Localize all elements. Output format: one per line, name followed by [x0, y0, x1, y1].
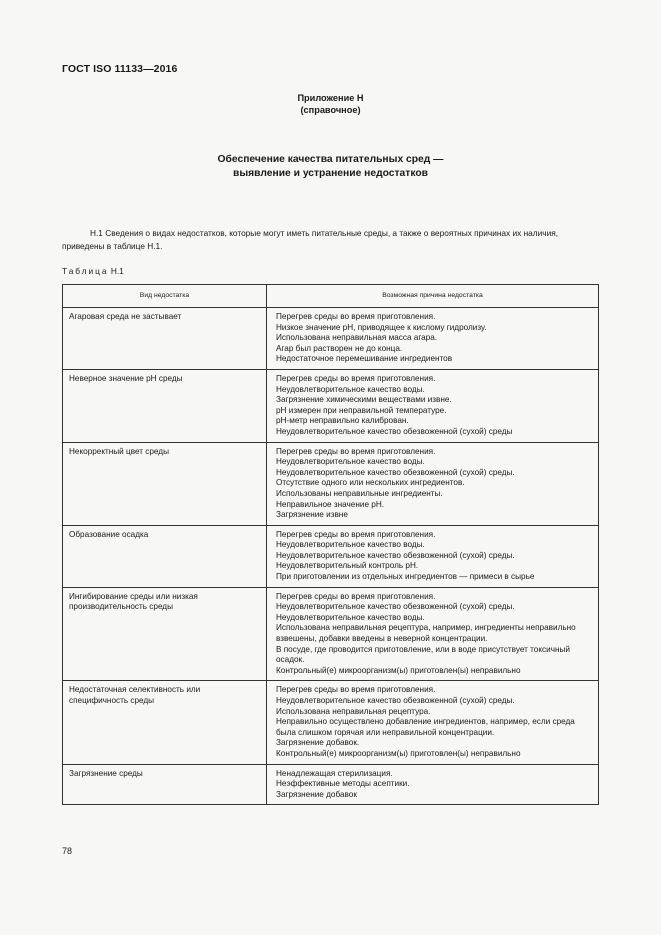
cause-line: Агар был растворен не до конца. — [276, 343, 403, 353]
annex-type: (справочное) — [300, 105, 361, 115]
defect-text: Недостаточная селективность или специфичность среды — [69, 685, 201, 705]
cause-line: Неудовлетворительный контроль рН. — [276, 561, 419, 571]
cause-line: Неудовлетворительное качество воды. — [276, 384, 425, 394]
cause-line: Неудовлетворительное качество воды. — [276, 457, 425, 467]
page-number: 78 — [62, 846, 73, 856]
defect-cell — [63, 764, 267, 805]
defect-text: Образование осадка — [69, 529, 149, 539]
defect-text: Загрязнение среды — [69, 768, 143, 778]
cause-cell — [267, 369, 599, 442]
cause-line: Перегрев среды во время приготовления. — [276, 685, 436, 695]
table-row — [63, 369, 599, 442]
cause-line: рН-метр неправильно калиброван. — [276, 416, 409, 426]
header-possible-cause: Возможная причина недостатка — [267, 285, 599, 308]
table-caption-number: Н.1 — [110, 266, 124, 276]
cause-line: Неудовлетворительное качество воды. — [276, 612, 425, 622]
cause-line: В посуде, где проводится приготовление, или в воде присутствует токсичный осадок. — [276, 644, 570, 665]
defect-cell — [63, 681, 267, 764]
intro-paragraph — [62, 227, 600, 253]
table-header-row — [63, 285, 599, 308]
defect-cell — [63, 369, 267, 442]
cause-cell — [267, 587, 599, 681]
cause-line: Загрязнение извне — [276, 510, 348, 520]
defect-text: Агаровая среда не застывает — [69, 312, 182, 321]
defect-cell — [63, 442, 267, 525]
cause-line: Неудовлетворительное качество обезвоженной (сухой) среды. — [276, 550, 515, 560]
document-header: ГОСТ ISO 11133—2016 — [62, 63, 178, 75]
cause-line: Перегрев среды во время приготовления. — [276, 312, 436, 321]
cause-cell — [267, 525, 599, 587]
cause-line: Перегрев среды во время приготовления. — [276, 373, 436, 383]
table-row — [63, 525, 599, 587]
table-caption — [62, 266, 124, 276]
cause-line: Неправильно осуществлено добавление ингредиентов, например, если среда была слишком горячая или неправильной концентрации. — [276, 717, 575, 737]
cause-line: Отсутствие одного или нескольких ингредиентов. — [276, 478, 465, 488]
table-row — [63, 681, 599, 764]
annex-title: Приложение Н — [297, 93, 364, 103]
table-row — [63, 442, 599, 525]
cause-line: Загрязнение добавок. — [276, 738, 360, 748]
defect-cell — [63, 587, 267, 681]
defects-table — [62, 284, 599, 805]
cause-line: Контрольный(е) микроорганизм(ы) приготовлен(ы) неправильно — [276, 665, 521, 675]
cause-line: Неэффективные методы асептики. — [276, 779, 410, 789]
cause-cell — [267, 442, 599, 525]
cause-line: Неудовлетворительное качество обезвоженной (сухой) среды. — [276, 696, 515, 705]
table-caption-word: Таблица — [62, 266, 109, 276]
cause-line: Контрольный(е) микроорганизм(ы) приготовлен(ы) неправильно — [276, 748, 521, 758]
cause-line: Перегрев среды во время приготовления. — [276, 529, 436, 539]
defect-text: Неверное значение рН среды — [69, 373, 183, 383]
cause-cell — [267, 681, 599, 764]
cause-line: Загрязнение химическими веществами извне. — [276, 395, 452, 405]
cause-cell — [267, 764, 599, 805]
cause-line: Перегрев среды во время приготовления. — [276, 591, 436, 601]
cause-line: Использована неправильная рецептура. — [276, 706, 431, 716]
cause-cell — [267, 308, 599, 370]
cause-line: Неудовлетворительное качество воды. — [276, 540, 425, 550]
cause-line: Использованы неправильные ингредиенты. — [276, 488, 443, 498]
cause-line: Ненадлежащая стерилизация. — [276, 768, 393, 778]
section-title-line-1: Обеспечение качества питательных сред — — [217, 154, 444, 165]
cause-line: Загрязнение добавок — [276, 789, 357, 799]
cause-line: Использована неправильная рецептура, например, ингредиенты неправильно взвешены, добавки введены в неверной концентрации. — [276, 623, 576, 644]
cause-line: При приготовлении из отдельных ингредиентов — примеси в сырье — [276, 572, 535, 582]
cause-line: рН измерен при неправильной температуре. — [276, 405, 447, 415]
cause-line: Низкое значение рН, приводящее к кислому гидролизу. — [276, 322, 487, 332]
cause-line: Перегрев среды во время приготовления. — [276, 446, 436, 456]
cause-line: Неправильное значение рН. — [276, 499, 385, 509]
cause-line: Неудовлетворительное качество обезвоженной (сухой) среды. — [276, 467, 515, 477]
section-title-line-2: выявление и устранение недостатков — [233, 167, 428, 179]
cause-line: Недостаточное перемешивание ингредиентов — [276, 354, 453, 364]
table-row — [63, 587, 599, 681]
defect-cell — [63, 308, 267, 370]
cause-line: Использована неправильная масса агара. — [276, 333, 438, 343]
annex-heading — [0, 92, 661, 116]
header-defect-type: Вид недостатка — [63, 285, 267, 308]
cause-line: Неудовлетворительное качество обезвоженной (сухой) среды. — [276, 602, 515, 612]
defect-text: Ингибирование среды или низкая производительность среды — [69, 591, 198, 612]
section-title — [0, 153, 661, 180]
intro-paragraph-text: Н.1 Сведения о видах недостатков, которые могут иметь питательные среды, а также о вероятных причинах их наличия, приведены в таблице Н.1. — [62, 228, 559, 251]
defect-cell — [63, 525, 267, 587]
defect-text: Некорректный цвет среды — [69, 446, 169, 456]
table-row — [63, 764, 599, 805]
cause-line: Неудовлетворительное качество обезвоженной (сухой) среды — [276, 426, 513, 436]
table-row — [63, 308, 599, 370]
